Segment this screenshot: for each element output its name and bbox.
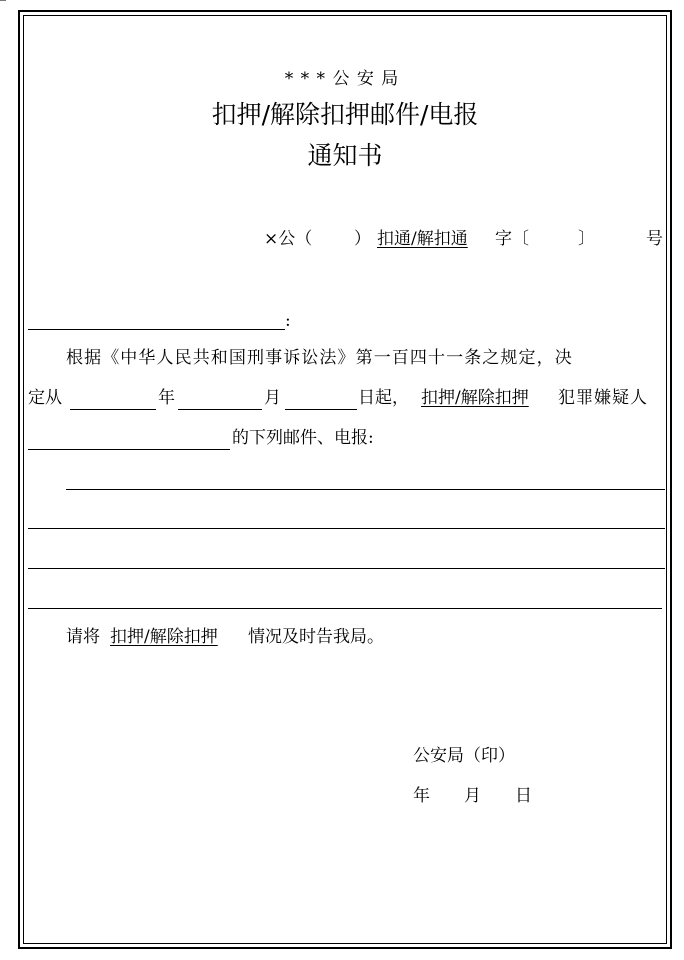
suspect-name-blank [28, 449, 230, 450]
year-blank [70, 409, 156, 410]
item-line-2 [28, 528, 665, 529]
request-suffix: 情况及时告我局。 [248, 627, 384, 647]
month-blank [178, 409, 262, 410]
doc-number-zi: 字〔 [495, 229, 529, 249]
items-intro: 的下列邮件、电报: [232, 428, 374, 448]
day-from-label: 日起， [358, 388, 409, 408]
date-from-label: 定从 [28, 388, 62, 408]
year-label: 年 [158, 388, 175, 408]
doc-number-hao: 号 [646, 229, 663, 249]
corner-mark [0, 0, 6, 1]
request-prefix: 请将 [66, 627, 100, 647]
doc-number-prefix: ×公（ [264, 229, 313, 249]
item-line-4 [28, 608, 662, 609]
month-label: 月 [264, 388, 281, 408]
item-line-1 [66, 489, 665, 490]
doc-number-code: 扣通/解扣通 [377, 229, 468, 249]
doc-number-paren-close: ） [354, 229, 371, 249]
legal-basis-text: 根据《中华人民共和国刑事诉讼法》第一百四十一条之规定，决 [66, 348, 573, 368]
document-title: 扣押/解除扣押邮件/电报 [211, 100, 479, 129]
recipient-blank [28, 329, 285, 330]
seal-label: 公安局（印） [413, 746, 515, 766]
signature-date: 年 月 日 [413, 786, 532, 806]
suspect-label: 犯罪嫌疑人 [558, 388, 648, 408]
agency-name: * * * 公 安 局 [284, 69, 400, 89]
request-action: 扣押/解除扣押 [110, 627, 218, 647]
seizure-action: 扣押/解除扣押 [421, 388, 529, 408]
document-title-line2: 通知书 [307, 141, 383, 170]
doc-number-bracket-close: 〕 [578, 229, 595, 249]
item-line-3 [28, 568, 665, 569]
recipient-colon: : [285, 311, 291, 331]
day-blank [285, 409, 357, 410]
